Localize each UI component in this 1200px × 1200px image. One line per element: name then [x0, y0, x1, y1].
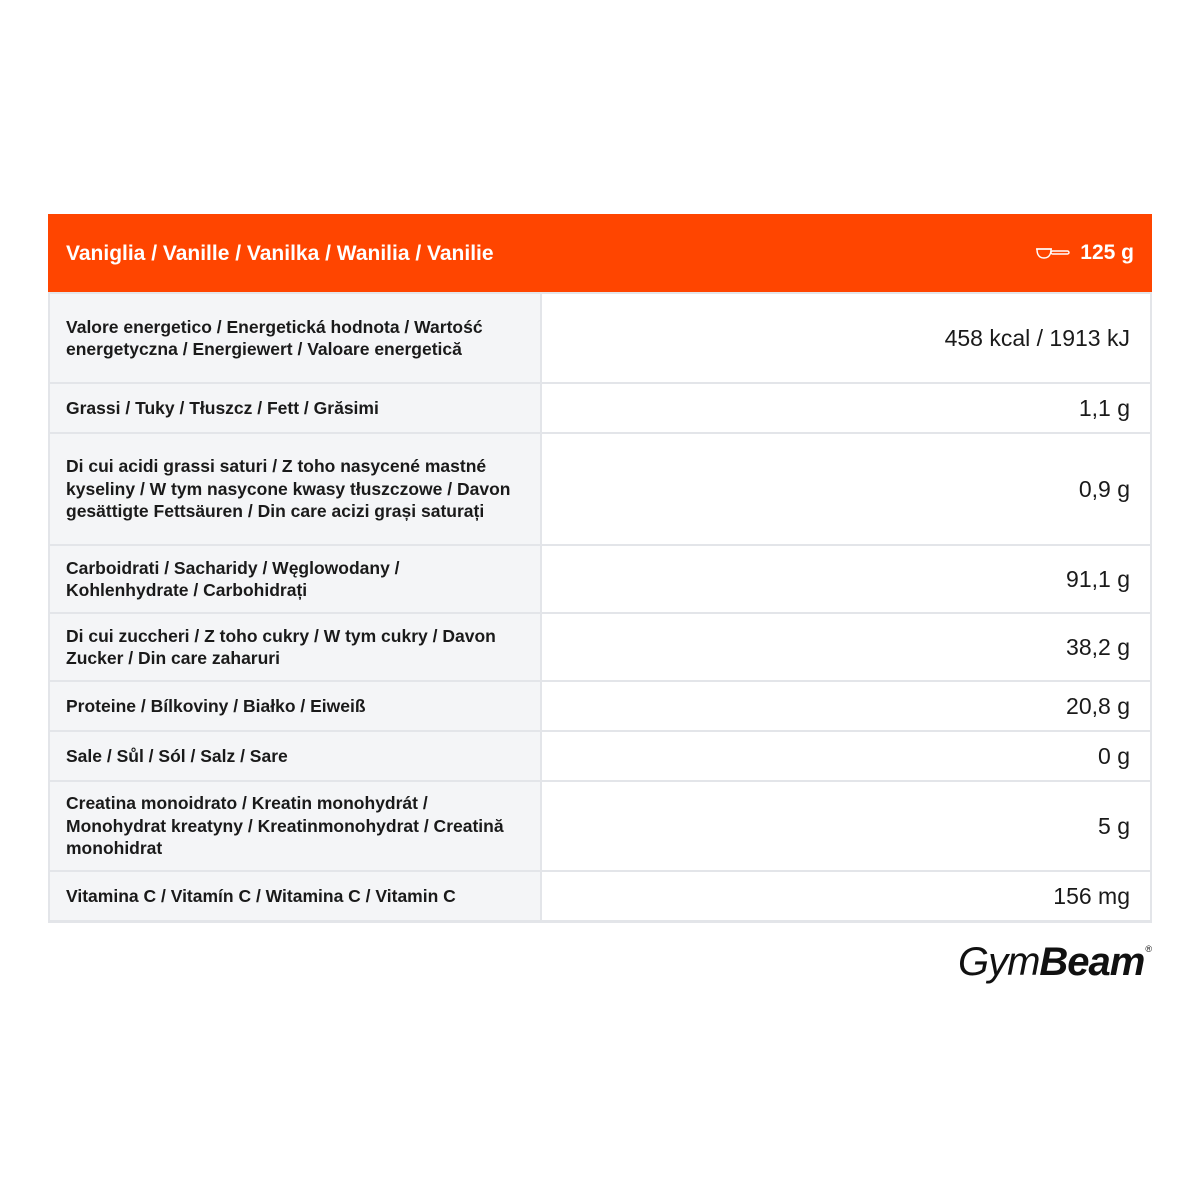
nutrient-value: 38,2 g — [542, 614, 1152, 680]
nutrient-label: Proteine / Bílkoviny / Białko / Eiweiß — [48, 682, 542, 730]
serving-size — [1034, 241, 1134, 265]
flavor-title: Vaniglia / Vanille / Vanilka / Wanilia / Vanilie — [66, 241, 494, 265]
nutrient-label: Carboidrati / Sacharidy / Węglowodany / Kohlenhydrate / Carbohidrați — [48, 546, 542, 612]
nutrient-value: 156 mg — [542, 872, 1152, 920]
nutrient-label: Valore energetico / Energetická hodnota / Wartość energetyczna / Energiewert / Valoare energetică — [48, 294, 542, 382]
nutrient-label: Di cui zuccheri / Z toho cukry / W tym cukry / Davon Zucker / Din care zaharuri — [48, 614, 542, 680]
logo-part-gym: Gym — [957, 940, 1040, 984]
table-row — [48, 780, 1152, 870]
nutrient-value: 20,8 g — [542, 682, 1152, 730]
logo-part-beam: Beam — [1039, 940, 1145, 984]
nutrient-value: 0,9 g — [542, 434, 1152, 544]
nutrient-label: Grassi / Tuky / Tłuszcz / Fett / Grăsimi — [48, 384, 542, 432]
nutrition-table — [48, 214, 1152, 923]
table-row — [48, 544, 1152, 612]
nutrient-value: 1,1 g — [542, 384, 1152, 432]
table-row — [48, 292, 1152, 382]
table-row — [48, 730, 1152, 780]
nutrient-value: 5 g — [542, 782, 1152, 870]
nutrient-label: Sale / Sůl / Sól / Salz / Sare — [48, 732, 542, 780]
nutrient-label: Creatina monoidrato / Kreatin monohydrát / Monohydrat kreatyny / Kreatinmonohydrat / Creatină monohidrat — [48, 782, 542, 870]
table-row — [48, 612, 1152, 680]
table-row — [48, 870, 1152, 920]
nutrient-value: 91,1 g — [542, 546, 1152, 612]
nutrient-label: Di cui acidi grassi saturi / Z toho nasycené mastné kyseliny / W tym nasycone kwasy tłuszczowe / Davon gesättigte Fettsäuren / Din care acizi grași saturați — [48, 434, 542, 544]
nutrient-value: 458 kcal / 1913 kJ — [542, 294, 1152, 382]
scoop-icon — [1034, 245, 1070, 261]
gymbeam-logo — [958, 940, 1152, 985]
nutrient-value: 0 g — [542, 732, 1152, 780]
table-row — [48, 432, 1152, 544]
registered-mark: ® — [1145, 944, 1152, 954]
nutrient-label: Vitamina C / Vitamín C / Witamina C / Vitamin C — [48, 872, 542, 920]
serving-value: 125 g — [1080, 241, 1134, 264]
table-header — [48, 214, 1152, 292]
table-row — [48, 382, 1152, 432]
table-row — [48, 680, 1152, 730]
